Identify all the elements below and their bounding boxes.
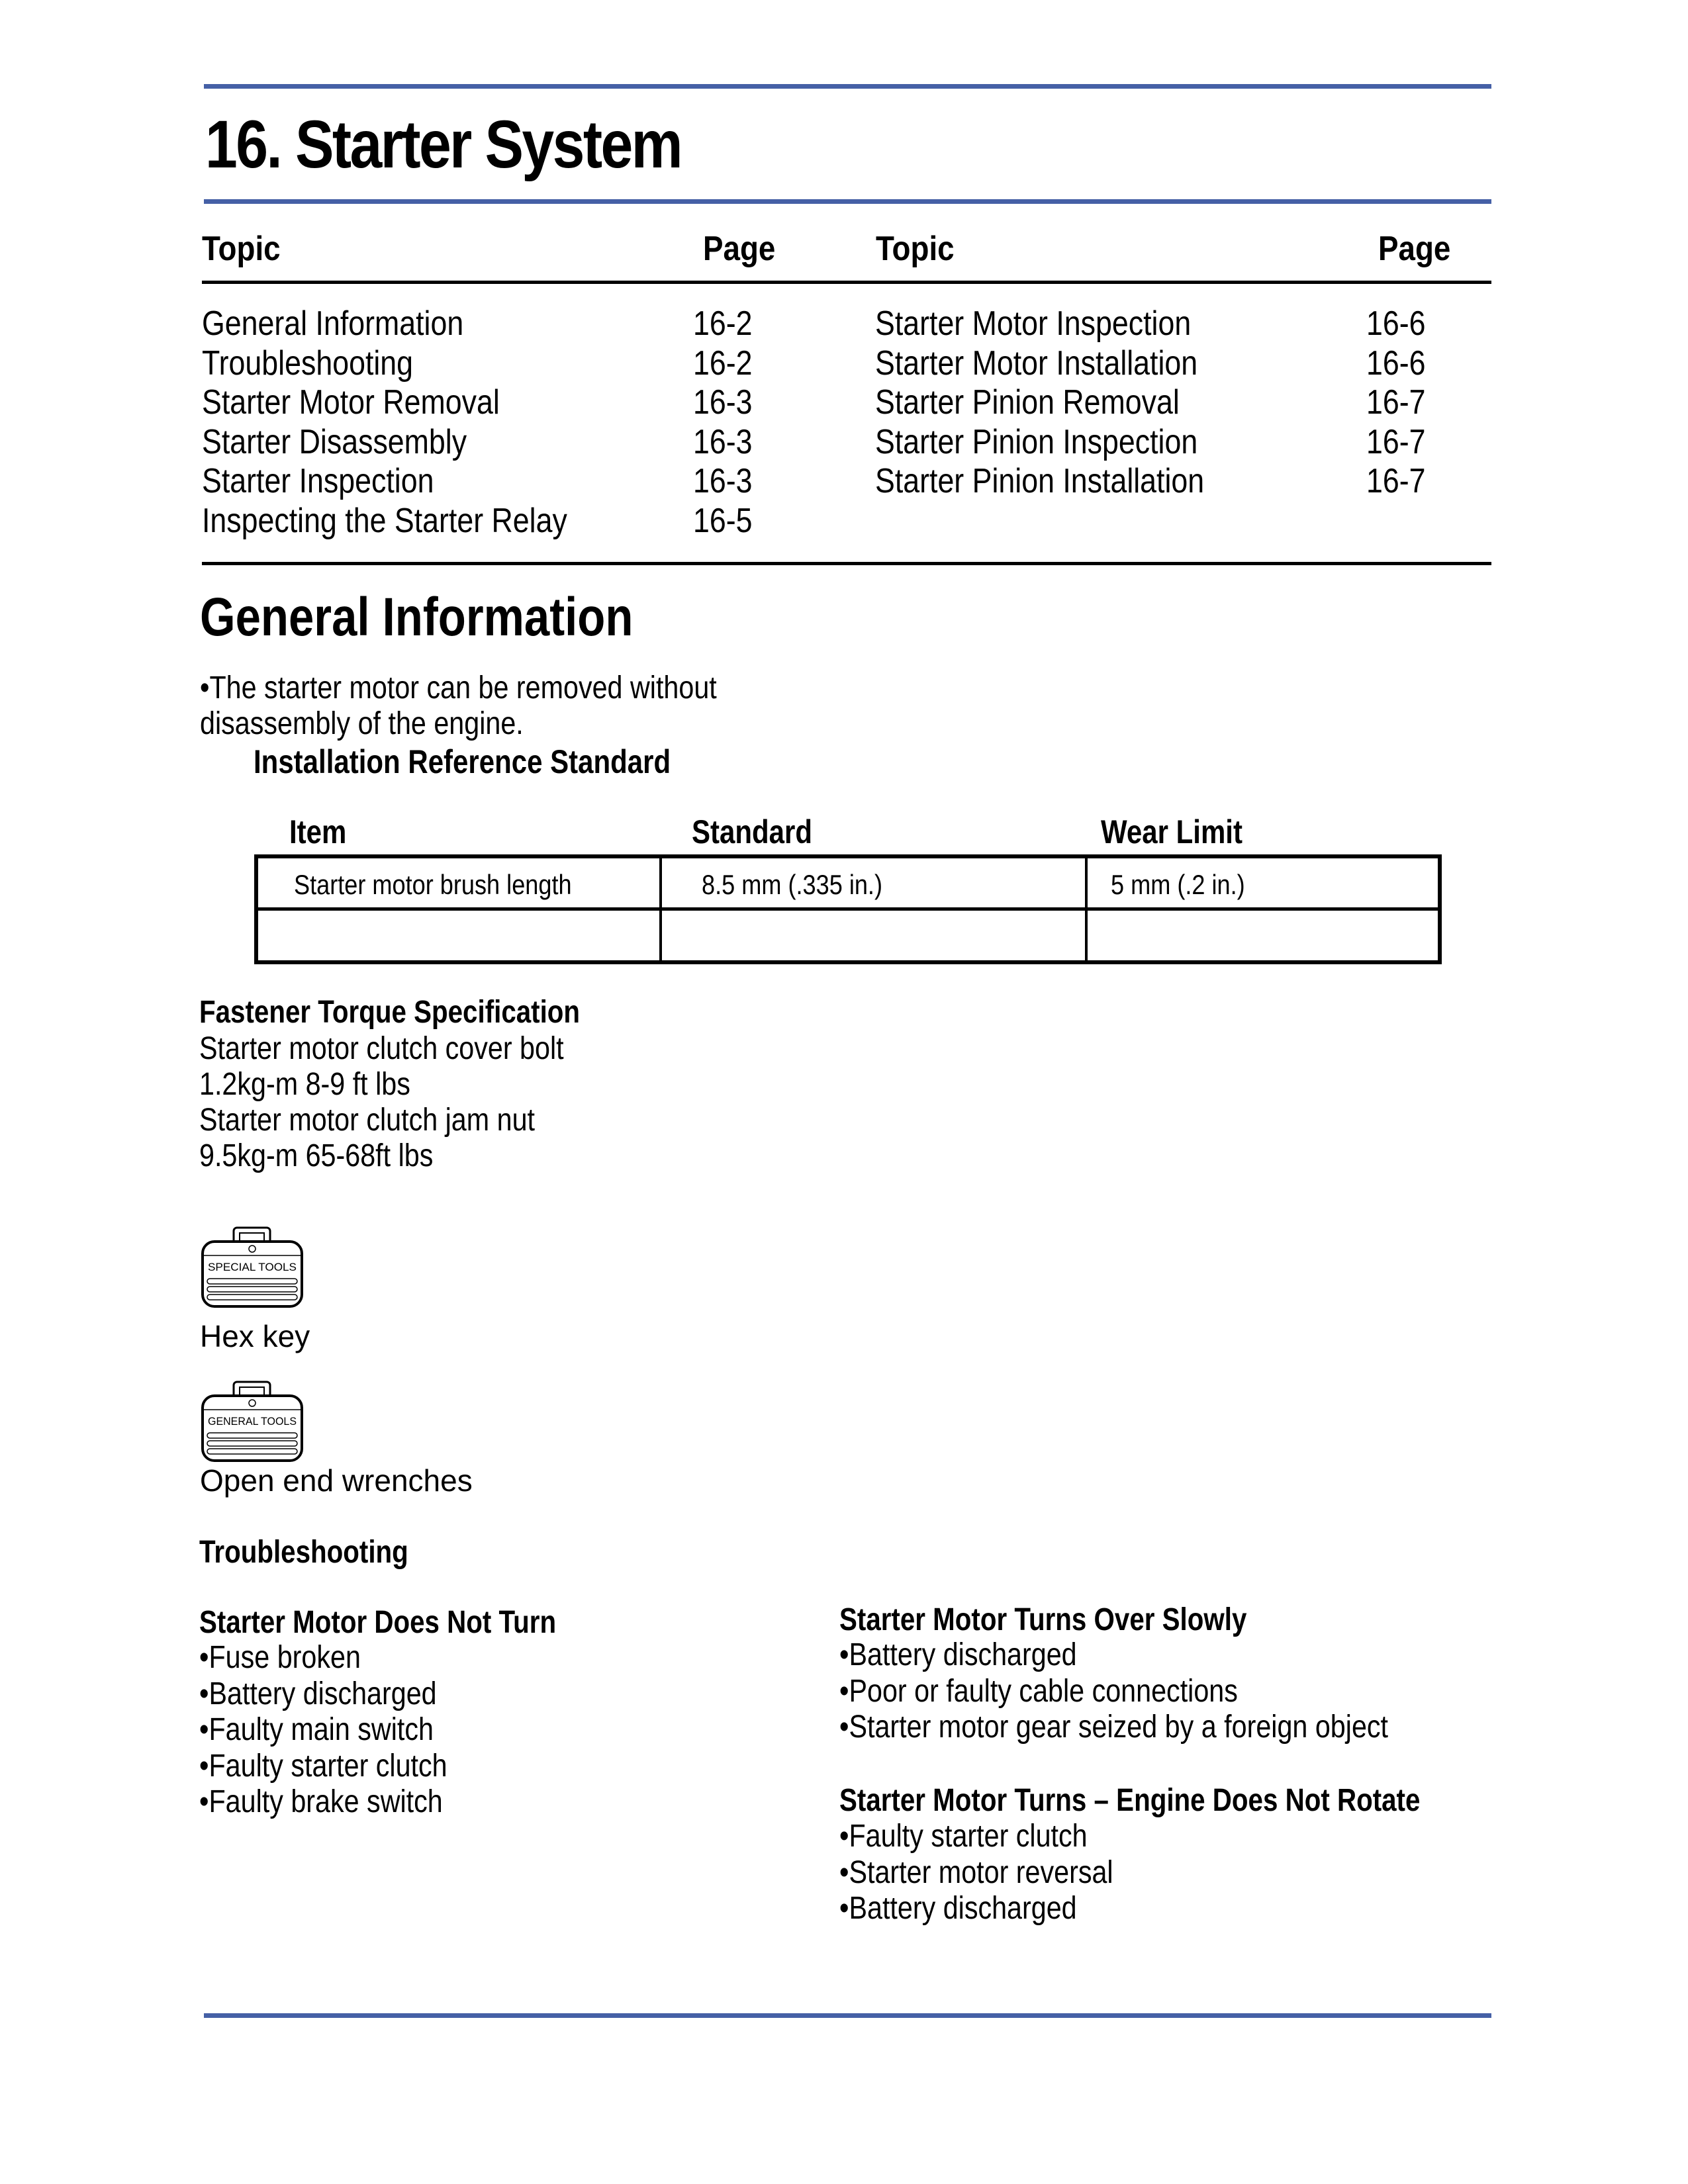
column-header: Wear Limit — [1101, 813, 1243, 850]
toc-left-page-header — [703, 229, 785, 269]
table-row-divider — [258, 907, 1438, 911]
toc-page-number: 16-6 — [1366, 343, 1426, 383]
toc-page-number: 16-7 — [1366, 462, 1426, 500]
heading-text: General Information — [200, 587, 633, 647]
toc-link[interactable] — [875, 383, 1258, 423]
torque-line: 9.5kg-m 65-68ft lbs — [199, 1138, 434, 1173]
toolbox-label: SPECIAL TOOLS — [208, 1261, 297, 1273]
general-tool-item — [200, 1463, 473, 1499]
ts-item: •Faulty starter clutch — [199, 1748, 447, 1784]
toc-right-topic-header — [876, 229, 965, 269]
toc-topic[interactable]: Starter Motor Installation — [875, 343, 1198, 383]
toolbox-icon — [201, 1379, 304, 1463]
toc-page-number: 16-3 — [693, 462, 753, 500]
top-rule — [204, 84, 1491, 89]
group-title-text: Starter Motor Turns – Engine Does Not Rotate — [839, 1783, 1421, 1818]
toc-page-number: 16-3 — [693, 383, 753, 422]
toc-right-page-header — [1378, 229, 1460, 269]
toc-page-number: 16-6 — [1366, 304, 1426, 343]
toc-topic[interactable]: Starter Pinion Installation — [875, 462, 1205, 500]
subheading-text: Fastener Torque Specification — [199, 995, 581, 1030]
toc-link[interactable] — [875, 304, 1258, 344]
group-title-text: Starter Motor Turns Over Slowly — [839, 1602, 1247, 1637]
special-tool-item — [200, 1318, 310, 1355]
toc-link[interactable] — [875, 423, 1258, 463]
troubleshooting-heading — [199, 1534, 448, 1570]
cell-text: 5 mm (.2 in.) — [1111, 869, 1245, 900]
tool-name: Open end wrenches — [200, 1463, 473, 1498]
toc-page-number: 16-2 — [693, 343, 753, 383]
table-cell-item — [294, 869, 617, 901]
toc-link[interactable] — [202, 502, 627, 541]
toc-bottom-rule — [202, 562, 1491, 565]
toc-header-text: Page — [703, 230, 776, 268]
ts-group-title — [839, 1602, 1325, 1638]
toc-link[interactable] — [202, 462, 627, 502]
toc-header-text: Page — [1378, 230, 1451, 268]
torque-line: Starter motor clutch jam nut — [199, 1103, 536, 1138]
ts-group-title — [199, 1604, 624, 1641]
toc-left-topics — [202, 304, 627, 541]
spec-header-wear-limit — [1101, 813, 1270, 851]
toc-page-number: 16-7 — [1366, 422, 1426, 461]
toc-topic[interactable]: Starter Motor Inspection — [875, 304, 1192, 343]
column-header: Item — [289, 813, 347, 850]
tool-name: Hex key — [200, 1319, 310, 1353]
toolbox-label: GENERAL TOOLS — [208, 1415, 297, 1428]
toc-header-text: Topic — [876, 230, 955, 268]
toc-left-pages — [693, 304, 762, 541]
toc-header-rule — [202, 281, 1491, 284]
toc-topic[interactable]: Starter Motor Removal — [202, 383, 500, 422]
ts-group-title — [839, 1782, 1531, 1819]
toc-link[interactable] — [875, 462, 1258, 502]
table-column-divider — [1085, 858, 1088, 960]
installation-reference-title — [254, 743, 750, 781]
toc-page-number: 16-3 — [693, 422, 753, 461]
general-tools-toolbox-icon — [201, 1379, 304, 1463]
ts-item: •Battery discharged — [839, 1637, 1077, 1672]
ts-group-list — [839, 1637, 1477, 1746]
toc-link[interactable] — [202, 344, 627, 384]
note-line: •The starter motor can be removed without — [200, 670, 717, 705]
toc-page-number: 16-2 — [693, 304, 753, 343]
ts-group-list — [839, 1819, 1158, 1927]
title-underline-rule — [204, 199, 1491, 204]
fastener-torque-list — [199, 1031, 623, 1174]
ts-item: •Starter motor gear seized by a foreign object — [839, 1709, 1389, 1745]
toc-page-number: 16-5 — [693, 501, 753, 540]
toc-right-topics — [875, 304, 1258, 502]
toc-link[interactable] — [202, 304, 627, 344]
special-tools-toolbox-icon — [201, 1224, 304, 1309]
toc-topic[interactable]: Troubleshooting — [202, 343, 414, 383]
ts-item: •Fuse broken — [199, 1640, 361, 1675]
toc-topic[interactable]: General Information — [202, 304, 464, 343]
chapter-title-text: 16. Starter System — [205, 107, 682, 182]
spec-header-standard — [692, 813, 835, 851]
subheading-text: Installation Reference Standard — [254, 743, 671, 780]
toc-link[interactable] — [875, 344, 1258, 384]
ts-group-list — [199, 1640, 488, 1821]
column-header: Standard — [692, 813, 813, 850]
torque-line: Starter motor clutch cover bolt — [199, 1031, 564, 1066]
cell-text: Starter motor brush length — [294, 869, 572, 900]
toc-topic[interactable]: Starter Inspection — [202, 462, 434, 500]
toolbox-icon — [201, 1224, 304, 1309]
toc-header-text: Topic — [202, 230, 281, 268]
table-cell-standard — [702, 869, 912, 901]
ts-item: •Battery discharged — [199, 1676, 437, 1711]
fastener-torque-title — [199, 994, 653, 1030]
ts-item: •Faulty starter clutch — [839, 1819, 1088, 1854]
toc-link[interactable] — [202, 423, 627, 463]
subheading-text: Troubleshooting — [199, 1535, 408, 1570]
chapter-title — [205, 106, 759, 183]
note-line: disassembly of the engine. — [200, 706, 524, 741]
toc-topic[interactable]: Starter Disassembly — [202, 422, 467, 461]
table-column-divider — [659, 858, 662, 960]
ts-item: •Faulty main switch — [199, 1712, 434, 1747]
ts-item: •Faulty brake switch — [199, 1784, 443, 1819]
cell-text: 8.5 mm (.335 in.) — [702, 869, 883, 900]
toc-left-topic-header — [202, 229, 291, 269]
table-cell-wear-limit — [1111, 869, 1267, 901]
group-title-text: Starter Motor Does Not Turn — [199, 1605, 557, 1640]
toc-link[interactable] — [202, 383, 627, 423]
toc-topic[interactable]: Starter Pinion Inspection — [875, 422, 1198, 461]
toc-topic[interactable]: Inspecting the Starter Relay — [202, 501, 567, 540]
bottom-rule — [204, 2013, 1491, 2018]
ts-item: •Poor or faulty cable connections — [839, 1673, 1238, 1709]
spec-header-item — [289, 813, 357, 851]
ts-item: •Battery discharged — [839, 1891, 1077, 1926]
installation-reference-table — [254, 854, 1442, 964]
general-information-heading — [200, 586, 716, 649]
torque-line: 1.2kg-m 8-9 ft lbs — [199, 1067, 410, 1102]
ts-item: •Starter motor reversal — [839, 1854, 1113, 1890]
toc-topic[interactable]: Starter Pinion Removal — [875, 383, 1180, 422]
toc-right-pages — [1366, 304, 1435, 502]
general-info-note — [200, 670, 801, 742]
toc-page-number: 16-7 — [1366, 383, 1426, 422]
